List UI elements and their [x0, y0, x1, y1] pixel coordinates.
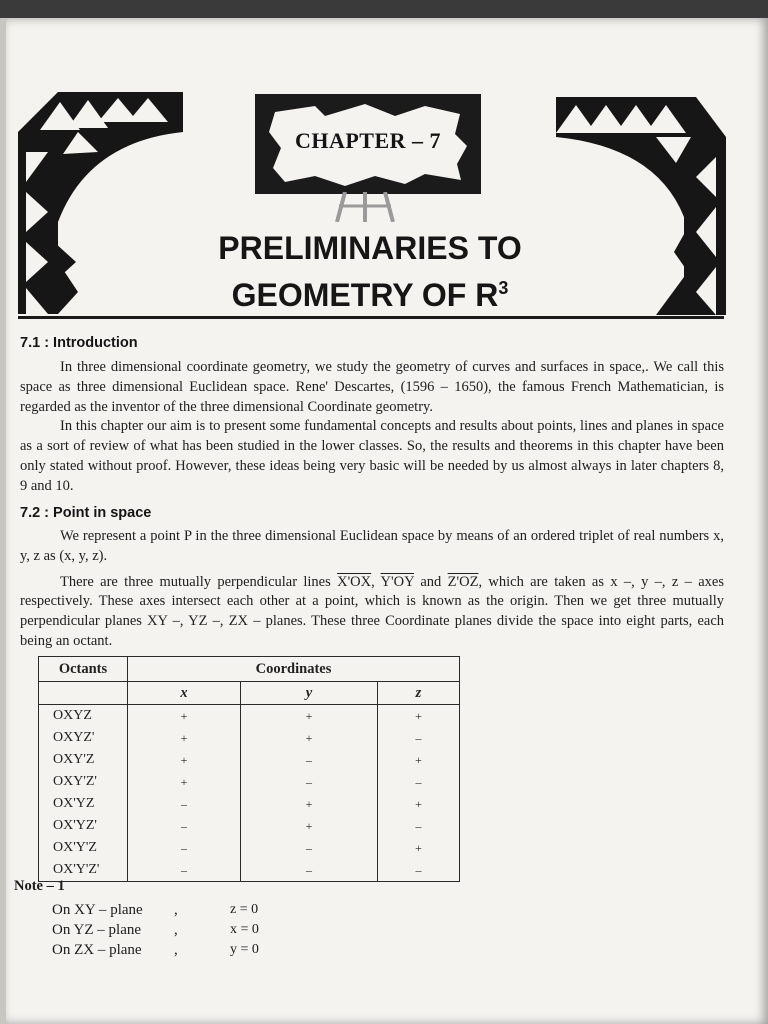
- table-row: [39, 793, 460, 815]
- section-title: : Introduction: [44, 335, 138, 351]
- title-line-1: PRELIMINARIES TO: [218, 230, 522, 266]
- header-octants: Octants: [39, 657, 128, 682]
- z-sign-cell: –: [378, 815, 460, 837]
- title-geometry: GEOMETRY: [231, 277, 413, 313]
- table-row: [39, 837, 460, 859]
- header-z: z: [378, 682, 460, 705]
- y-sign-cell: –: [241, 837, 378, 859]
- octants-table-body: [39, 705, 460, 882]
- note-comma: ,: [174, 922, 178, 938]
- octant-cell: OX'YZ': [39, 815, 128, 837]
- section-7-2-body: [20, 527, 724, 652]
- table-row: [39, 727, 460, 749]
- note-label: On ZX – plane: [52, 942, 142, 958]
- octant-cell: OXY'Z: [39, 749, 128, 771]
- header-blank: [39, 682, 128, 705]
- octant-cell: OXY'Z': [39, 771, 128, 793]
- note-title: Note – 1: [14, 878, 65, 894]
- note-equation: x = 0: [230, 922, 259, 937]
- note-comma: ,: [174, 902, 178, 918]
- easel-stand-graphic: [325, 192, 405, 222]
- table-row: [39, 771, 460, 793]
- axis-y: Y'OY: [380, 573, 415, 590]
- octant-cell: OX'YZ: [39, 793, 128, 815]
- x-sign-cell: +: [128, 705, 241, 728]
- y-sign-cell: –: [241, 749, 378, 771]
- x-sign-cell: –: [128, 837, 241, 859]
- y-sign-cell: +: [241, 705, 378, 728]
- note-equation: z = 0: [230, 902, 259, 917]
- table-row: [39, 705, 460, 728]
- x-sign-cell: –: [128, 859, 241, 882]
- octant-cell: OX'Y'Z: [39, 837, 128, 859]
- note-equation: y = 0: [230, 942, 259, 957]
- x-sign-cell: –: [128, 793, 241, 815]
- octants-table: [38, 656, 460, 882]
- x-sign-cell: +: [128, 771, 241, 793]
- z-sign-cell: +: [378, 837, 460, 859]
- section-number: 7.1: [20, 335, 41, 351]
- table-row: [39, 815, 460, 837]
- chapter-label: CHAPTER – 7: [294, 128, 442, 153]
- z-sign-cell: +: [378, 705, 460, 728]
- chapter-board: [255, 94, 481, 194]
- y-sign-cell: –: [241, 771, 378, 793]
- axis-z: Z'OZ: [447, 573, 479, 590]
- title-rule: [18, 316, 724, 319]
- table-row: [39, 749, 460, 771]
- title-r: R: [475, 277, 499, 313]
- header-y: y: [241, 682, 378, 705]
- section-7-1-body: [20, 358, 724, 497]
- octant-cell: OXYZ: [39, 705, 128, 728]
- section-7-2-heading: 7.2 : Point in space: [20, 505, 152, 521]
- octant-cell: OX'Y'Z': [39, 859, 128, 882]
- note-row: [52, 902, 332, 922]
- section-7-1-heading: [20, 335, 138, 351]
- x-sign-cell: +: [128, 727, 241, 749]
- point-paragraph-1: We represent a point P in the three dimensional Euclidean space by means of an ordered triplet of real numbers x, y, z as (x, y, z).: [20, 528, 724, 564]
- note-comma: ,: [174, 942, 178, 958]
- table-row: [39, 859, 460, 882]
- intro-paragraph-2: In this chapter our aim is to present some fundamental concepts and results about points, lines and planes in space as a sort of review of what has been studied in the lower classes. So, the results and theorems in this chapter have been only stated without proof. However, these ideas being very basic will be needed by us almost always in later chapters 8, 9 and 10.: [20, 418, 724, 494]
- y-sign-cell: +: [241, 793, 378, 815]
- page-top-edge: [0, 0, 768, 18]
- note-label: On XY – plane: [52, 902, 143, 918]
- title-superscript: 3: [498, 278, 509, 298]
- intro-paragraph-1: In three dimensional coordinate geometry, we study the geometry of curves and surfaces in space,. We call this space as three dimensional Euclidean space. Rene' Descartes, (1596 – 1650), the famous French Mathematician, is regarded as the inventor of the three dimensional Coordinate geometry.: [20, 359, 724, 415]
- axis-x: X'OX: [337, 573, 372, 590]
- x-sign-cell: –: [128, 815, 241, 837]
- z-sign-cell: –: [378, 727, 460, 749]
- z-sign-cell: –: [378, 859, 460, 882]
- z-sign-cell: –: [378, 771, 460, 793]
- y-sign-cell: +: [241, 815, 378, 837]
- y-sign-cell: –: [241, 859, 378, 882]
- title-line-2: [150, 268, 590, 315]
- point-paragraph-2: There are three mutually perpendicular lines X'OX, Y'OY and Z'OZ, which are taken as x –, y –, z – axes respectively. These axes intersect each other at a point, which is known as the origin. Then we get three mutually perpendicular planes XY –, YZ –, ZX – planes. These three Coordinate planes divide the space into eight parts, each being an octant.: [20, 573, 724, 649]
- z-sign-cell: +: [378, 793, 460, 815]
- note-row: [52, 922, 332, 942]
- header-coordinates: Coordinates: [128, 657, 460, 682]
- y-sign-cell: +: [241, 727, 378, 749]
- note-label: On YZ – plane: [52, 922, 142, 938]
- z-sign-cell: +: [378, 749, 460, 771]
- octant-cell: OXYZ': [39, 727, 128, 749]
- x-sign-cell: +: [128, 749, 241, 771]
- title-of: OF: [421, 277, 467, 313]
- note-row: [52, 942, 332, 962]
- header-x: x: [128, 682, 241, 705]
- chapter-title: [150, 228, 590, 315]
